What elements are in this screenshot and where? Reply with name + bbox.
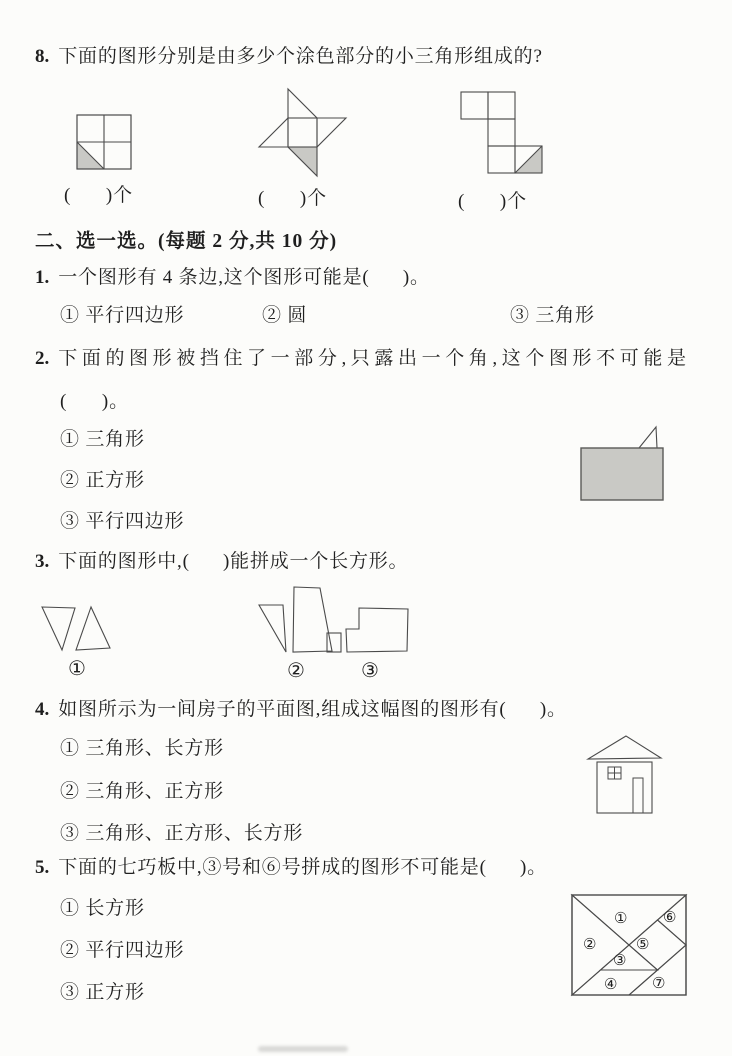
question-8 <box>35 44 695 70</box>
q2-option-1: ① 三角形 <box>60 429 145 450</box>
tangram-label-5: ⑤ <box>636 937 650 953</box>
q8-figure-pinwheel <box>255 85 351 181</box>
covering-rectangle <box>581 448 663 500</box>
q5-option-3: ③ 正方形 <box>60 982 145 1003</box>
q3-figure-2-label: ② <box>287 660 305 682</box>
q5-option-2: ② 平行四边形 <box>60 940 185 961</box>
q8-answer-blank-1: ( )个 <box>64 185 134 206</box>
q8-answer-blank-2: ( )个 <box>258 188 328 209</box>
q3-figure-3-square-notched-rect <box>322 602 422 657</box>
tangram-label-7: ⑦ <box>652 976 666 992</box>
question-5-text: 下面的七巧板中,③号和⑥号拼成的图形不可能是( )。 <box>58 857 547 878</box>
q8-figure-zigzag-squares <box>456 88 552 184</box>
q4-option-1: ① 三角形、长方形 <box>60 738 224 759</box>
question-5-number: 5. <box>35 857 50 878</box>
q3-figure-3-label: ③ <box>361 660 379 682</box>
scan-smudge <box>258 1046 348 1052</box>
tangram-label-2: ② <box>583 937 597 953</box>
q2-option-3: ③ 平行四边形 <box>60 511 185 532</box>
shaded-triangle <box>288 147 317 176</box>
tangram-label-6: ⑥ <box>663 910 677 926</box>
house-door <box>633 778 643 813</box>
question-8-text: 下面的图形分别是由多少个涂色部分的小三角形组成的? <box>58 46 543 67</box>
q4-option-3: ③ 三角形、正方形、长方形 <box>60 823 304 844</box>
q4-option-2: ② 三角形、正方形 <box>60 781 224 802</box>
q3-figure-1-label: ① <box>68 658 86 680</box>
q1-option-1: ① 平行四边形 <box>60 305 185 326</box>
question-4 <box>35 697 715 723</box>
question-3 <box>35 549 695 575</box>
q8-answer-blank-3: ( )个 <box>458 191 528 212</box>
question-5 <box>35 855 715 881</box>
q2-option-2: ② 正方形 <box>60 470 145 491</box>
question-2 <box>35 346 715 372</box>
question-1-text: 一个图形有 4 条边,这个图形可能是( )。 <box>58 267 430 288</box>
house-body-square <box>597 762 652 813</box>
q5-option-1: ① 长方形 <box>60 898 145 919</box>
q8-figure-grid-square <box>74 112 138 176</box>
tangram-label-1: ① <box>614 911 628 927</box>
house-roof-triangle <box>588 736 661 759</box>
question-2-text-line1: 下面的图形被挡住了一部分,只露出一个角,这个图形不可能是 <box>58 348 691 369</box>
q3-figure-1-triangles <box>36 593 126 658</box>
question-2-text-line2: ( )。 <box>60 391 130 412</box>
section-2-title: 二、选一选。(每题 2 分,共 10 分) <box>35 231 338 252</box>
question-4-text: 如图所示为一间房子的平面图,组成这幅图的图形有( )。 <box>58 699 567 720</box>
q1-option-2: ② 圆 <box>262 305 308 326</box>
question-8-number: 8. <box>35 46 50 67</box>
question-2-number: 2. <box>35 348 50 369</box>
question-3-number: 3. <box>35 551 50 572</box>
q1-option-3: ③ 三角形 <box>510 305 595 326</box>
tangram-label-3: ③ <box>613 953 627 969</box>
question-4-number: 4. <box>35 699 50 720</box>
q5-figure-tangram <box>570 893 694 1003</box>
tangram-label-4: ④ <box>604 977 618 993</box>
tangram-piece-2 <box>572 895 629 995</box>
q2-figure-covered-shape <box>573 418 668 503</box>
question-1-number: 1. <box>35 267 50 288</box>
peeking-corner-triangle <box>639 427 657 448</box>
question-3-text: 下面的图形中,( )能拼成一个长方形。 <box>58 551 409 572</box>
q4-figure-house <box>578 726 678 821</box>
question-1 <box>35 265 695 291</box>
